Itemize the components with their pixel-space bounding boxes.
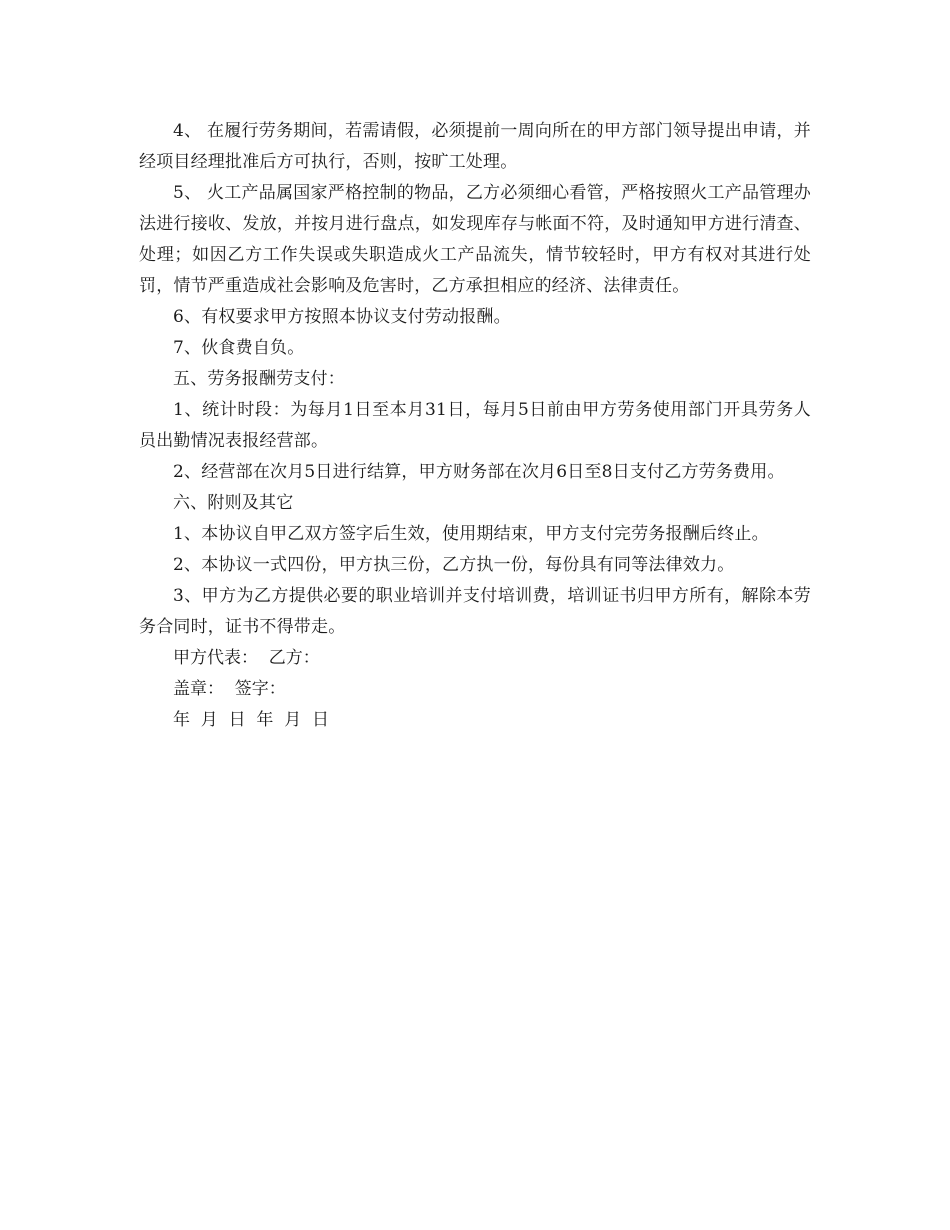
supplementary-clause-3: 3、甲方为乙方提供必要的职业培训并支付培训费，培训证书归甲方所有，解除本劳务合同时，证书不得带走。	[139, 586, 811, 637]
payment-clause-1: 1、统计时段：为每月1日至本月31日，每月5日前由甲方劳务使用部门开具劳务人员出勤情况表报经营部。	[139, 400, 811, 451]
signature-seal-line: 盖章： 签字：	[173, 679, 286, 699]
document-page	[139, 116, 811, 736]
payment-clause-2: 2、经营部在次月5日进行结算，甲方财务部在次月6日至8日支付乙方劳务费用。	[173, 462, 785, 482]
supplementary-clause-2: 2、本协议一式四份，甲方执三份，乙方执一份，每份具有同等法律效力。	[173, 555, 735, 575]
supplementary-clause-1: 1、本协议自甲乙双方签字后生效，使用期结束，甲方支付完劳务报酬后终止。	[173, 524, 769, 544]
signature-parties-line: 甲方代表： 乙方：	[173, 648, 320, 668]
signature-date-line: 年 月 日 年 月 日	[173, 710, 330, 730]
section-heading-payment: 五、劳务报酬劳支付：	[173, 369, 345, 389]
clause-7: 7、伙食费自负。	[173, 338, 305, 358]
clause-5: 5、 火工产品属国家严格控制的物品，乙方必须细心看管，严格按照火工产品管理办法进行接收、发放，并按月进行盘点，如发现库存与帐面不符，及时通知甲方进行清查、处理；如因乙方工作失误或失职造成火工产品流失，情节较轻时，甲方有权对其进行处罚，情节严重造成社会影响及危害时，乙方承担相应的经济、法律责任。	[139, 183, 811, 296]
clause-4: 4、 在履行劳务期间，若需请假，必须提前一周向所在的甲方部门领导提出申请，并经项目经理批准后方可执行，否则，按旷工处理。	[139, 121, 811, 172]
section-heading-supplementary: 六、附则及其它	[173, 493, 294, 513]
clause-6: 6、有权要求甲方按照本协议支付劳动报酬。	[173, 307, 511, 327]
